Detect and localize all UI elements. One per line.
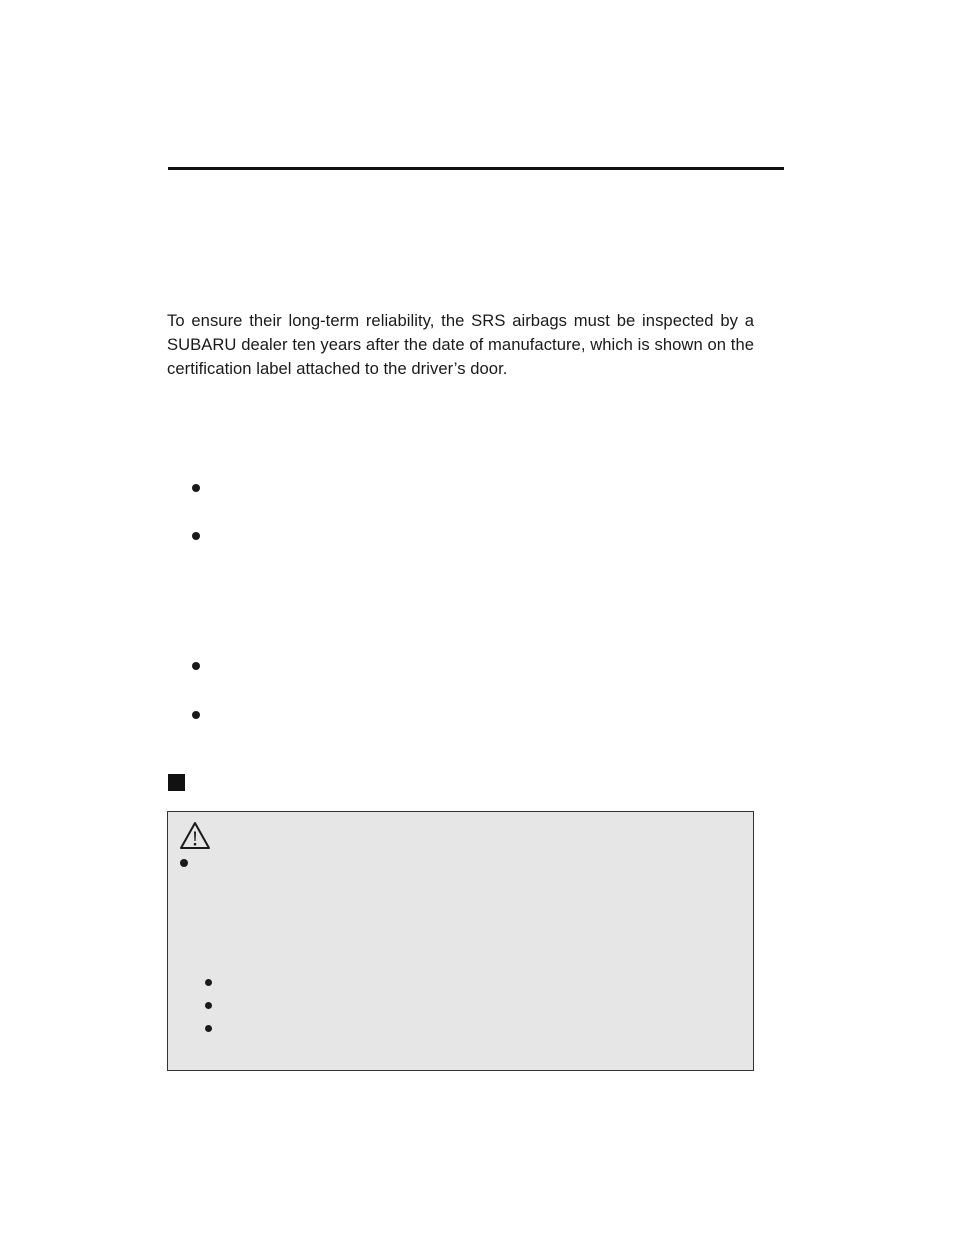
warning-triangle-icon bbox=[179, 821, 211, 850]
bullet-dot-icon bbox=[192, 662, 200, 670]
bullet-dot-icon bbox=[192, 484, 200, 492]
bullet-dot-icon bbox=[205, 1025, 212, 1032]
header-rule bbox=[168, 167, 784, 170]
bullet-dot-icon bbox=[192, 711, 200, 719]
bullet-dot-icon bbox=[180, 859, 188, 867]
black-square-icon bbox=[168, 774, 185, 791]
bullet-dot-icon bbox=[205, 1002, 212, 1009]
bullet-dot-icon bbox=[205, 979, 212, 986]
warning-box bbox=[167, 811, 754, 1071]
srs-inspection-paragraph: To ensure their long-term reliability, the SRS airbags must be inspected by a SUBARU dealer ten years after the date of manufacture, which is shown on the certification label attached to the driver’s door. bbox=[167, 311, 754, 378]
bullet-dot-icon bbox=[192, 532, 200, 540]
